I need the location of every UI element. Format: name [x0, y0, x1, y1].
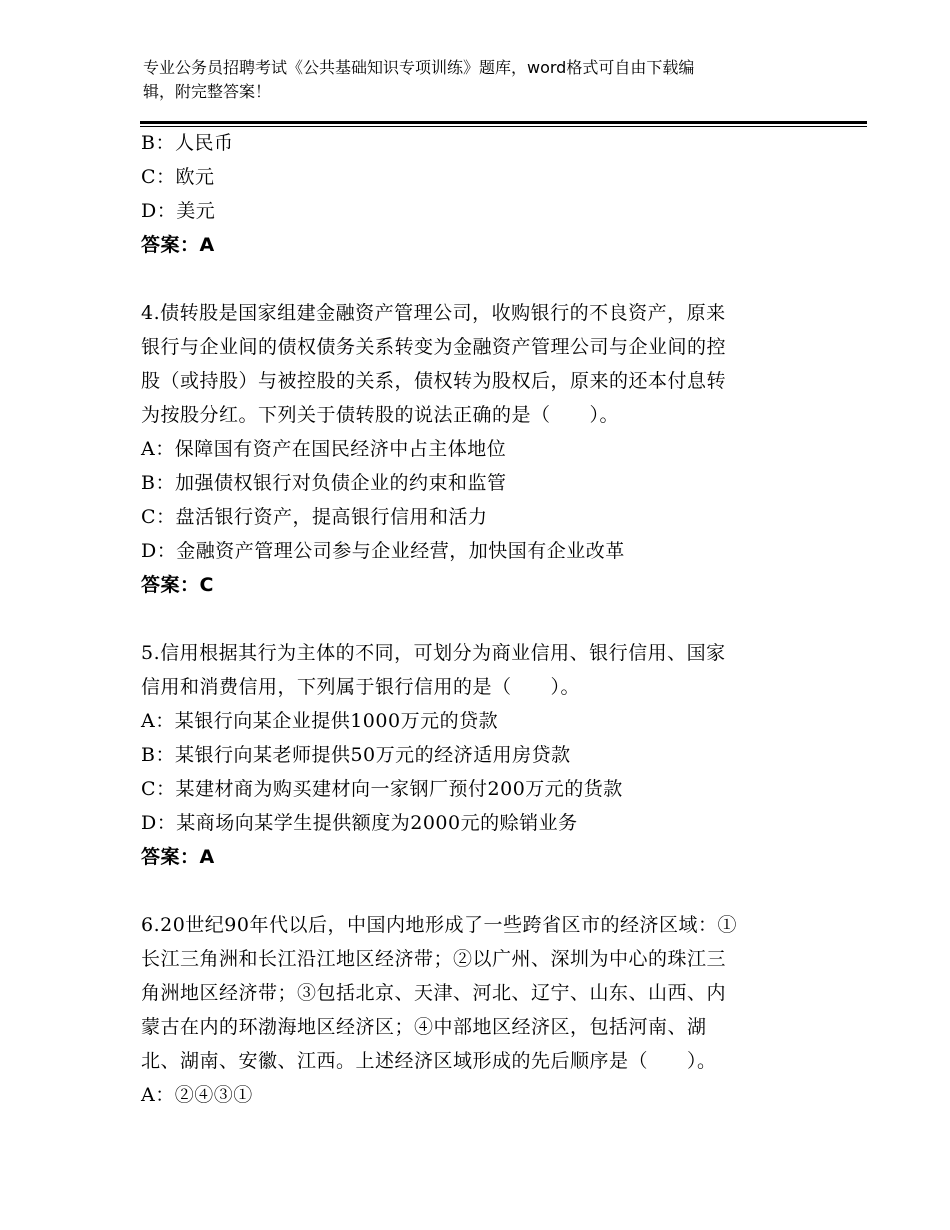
question-text-line: 4.债转股是国家组建金融资产管理公司，收购银行的不良资产，原来: [141, 302, 726, 324]
option-c: C：欧元: [141, 166, 215, 188]
question-text-line: 银行与企业间的债权债务关系转变为金融资产管理公司与企业间的控: [141, 336, 727, 358]
question-text-line: 为按股分红。下列关于债转股的说法正确的是（ ）。: [141, 404, 620, 426]
question-content: [141, 126, 811, 1112]
question-text-line: 角洲地区经济带；③包括北京、天津、河北、辽宁、山东、山西、内: [141, 982, 727, 1004]
question-text-line: 股（或持股）与被控股的关系，债权转为股权后，原来的还本付息转: [141, 370, 727, 392]
question-5: [141, 636, 811, 874]
option-a: A：②④③①: [141, 1084, 253, 1106]
question-text-line: 5.信用根据其行为主体的不同，可划分为商业信用、银行信用、国家: [141, 642, 726, 664]
question-text-line: 信用和消费信用，下列属于银行信用的是（ ）。: [141, 676, 581, 698]
question-text-line: 北、湖南、安徽、江西。上述经济区域形成的先后顺序是（ ）。: [141, 1050, 717, 1072]
header-rule-thick: [140, 121, 867, 124]
answer-label: 答案：A: [141, 846, 215, 868]
question-text-line: 蒙古在内的环渤海地区经济区；④中部地区经济区，包括河南、湖: [141, 1016, 707, 1038]
question-4: [141, 296, 811, 602]
option-c: C：盘活银行资产，提高银行信用和活力: [141, 506, 488, 528]
option-b: B：某银行向某老师提供50万元的经济适用房贷款: [141, 744, 571, 766]
option-a: A：保障国有资产在国民经济中占主体地位: [141, 438, 507, 460]
option-d: D：美元: [141, 200, 216, 222]
question-text-line: 长江三角洲和长江沿江地区经济带；②以广州、深圳为中心的珠江三: [141, 948, 727, 970]
header-line-1: 专业公务员招聘考试《公共基础知识专项训练》题库，word格式可自由下载编: [143, 58, 695, 77]
page-header: [143, 56, 823, 104]
option-d: D：某商场向某学生提供额度为2000元的赊销业务: [141, 812, 578, 834]
answer-label: 答案：C: [141, 574, 214, 596]
question-3-tail: [141, 126, 811, 262]
answer-label: 答案：A: [141, 234, 215, 256]
question-6: [141, 908, 811, 1112]
option-b: B：加强债权银行对负债企业的约束和监管: [141, 472, 507, 494]
header-line-2: 辑，附完整答案！: [143, 82, 272, 101]
option-a: A：某银行向某企业提供1000万元的贷款: [141, 710, 499, 732]
question-text-line: 6.20世纪90年代以后，中国内地形成了一些跨省区市的经济区域：①: [141, 914, 737, 936]
option-c: C：某建材商为购买建材向一家钢厂预付200万元的货款: [141, 778, 623, 800]
option-d: D：金融资产管理公司参与企业经营，加快国有企业改革: [141, 540, 625, 562]
option-b: B：人民币: [141, 132, 234, 154]
